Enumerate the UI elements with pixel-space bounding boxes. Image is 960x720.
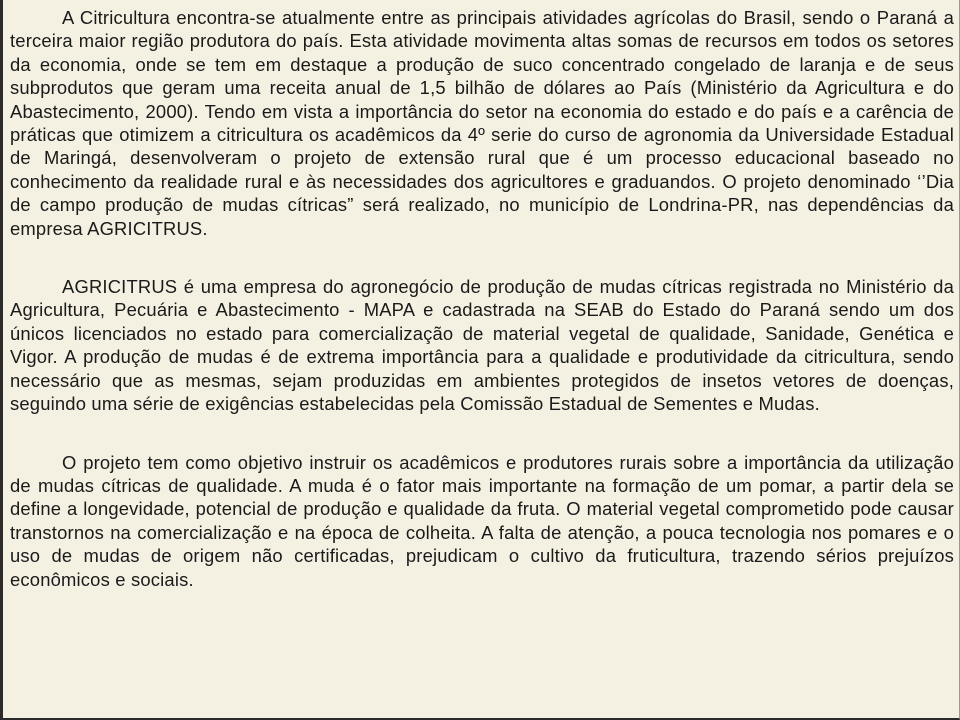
paragraph-citricultura-intro: A Citricultura encontra-se atualmente entre as principais atividades agrícolas do Brasil, sendo o Paraná a terceira maior região produtora do país. Esta atividade movimenta altas somas de recursos em todos os setores da economia, onde se tem em destaque a produção de suco concentrado congelado de laranja e de seus subprodutos que geram uma receita anual de 1,5 bilhão de dólares ao País (Ministério da Agricultura e do Abastecimento, 2000). Tendo em vista a importância do setor na economia do estado e do país e a carência de práticas que otimizem a citricultura os acadêmicos da 4º serie do curso de agronomia da Universidade Estadual de Maringá, desenvolveram o projeto de extensão rural que é um processo educacional baseado no conhecimento da realidade rural e às necessidades dos agricultores e graduandos. O projeto denominado ‘’Dia de campo produção de mudas cítricas” será realizado, no município de Londrina-PR, nas dependências da empresa AGRICITRUS. xyxy=(10,7,954,239)
paragraph-agricitrus-company: AGRICITRUS é uma empresa do agronegócio de produção de mudas cítricas registrada no Ministério da Agricultura, Pecuária e Abastecimento - MAPA e cadastrada na SEAB do Estado do Paraná sendo um dos únicos licenciados no estado para comercialização de material vegetal de qualidade, Sanidade, Genética e Vigor. A produção de mudas é de extrema importância para a qualidade e produtividade da citricultura, sendo necessário que as mesmas, sejam produzidas em ambientes protegidos de insetos vetores de doenças, seguindo uma série de exigências estabelecidas pela Comissão Estadual de Sementes e Mudas. xyxy=(10,276,954,415)
paragraph-project-objective: O projeto tem como objetivo instruir os acadêmicos e produtores rurais sobre a importância da utilização de mudas cítricas de qualidade. A muda é o fator mais importante na formação de um pomar, a partir dela se define a longevidade, potencial de produção e qualidade da fruta. O material vegetal comprometido pode causar transtornos na comercialização e na época de colheita. A falta de atenção, a pouca tecnologia nos pomares e o uso de mudas de origem não certificadas, prejudicam o cultivo da fruticultura, trazendo sérios prejuízos econômicos e sociais. xyxy=(10,451,954,590)
text-body xyxy=(10,6,954,591)
